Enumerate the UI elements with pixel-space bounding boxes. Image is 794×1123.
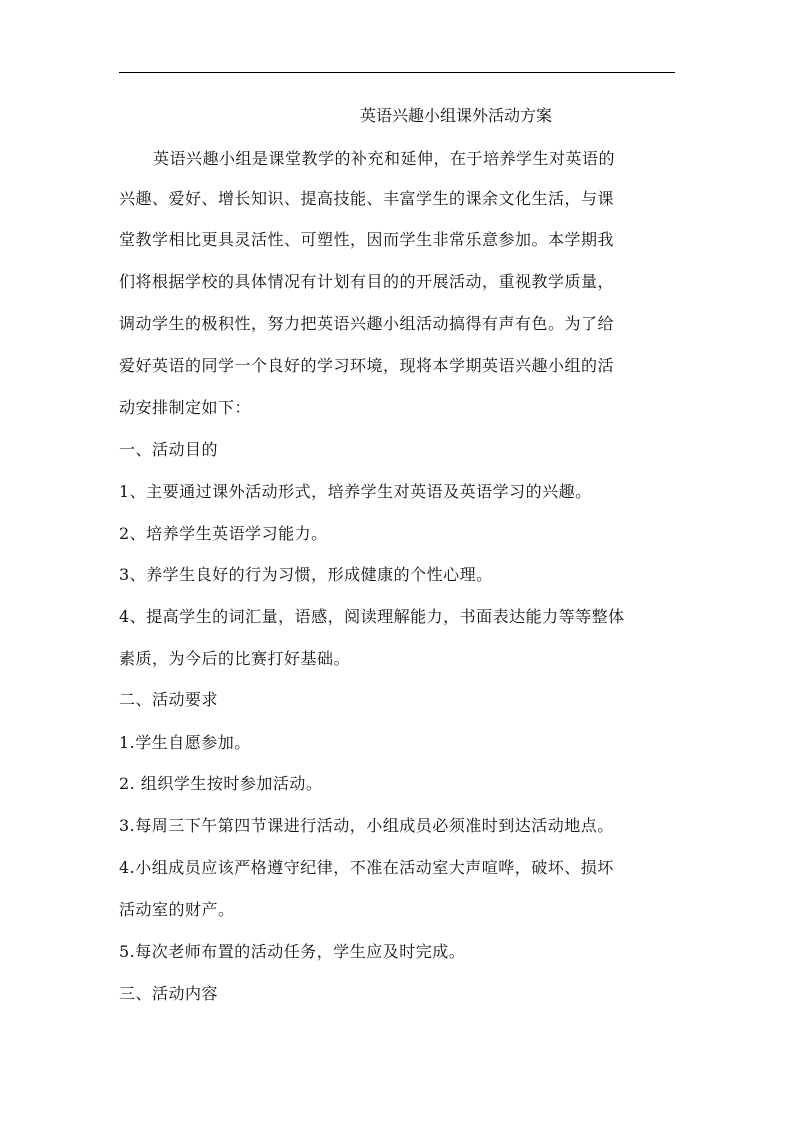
intro-line-5: 调动学生的极积性，努力把英语兴趣小组活动搞得有声有色。为了给 (119, 314, 615, 333)
requirement-item-1: 1.学生自愿参加。 (119, 733, 251, 752)
intro-line-2: 兴趣、爱好、增长知识、提高技能、丰富学生的课余文化生活，与课 (119, 189, 615, 208)
purpose-item-4: 4、提高学生的词汇量，语感，阅读理解能力，书面表达能力等等整体 (119, 607, 625, 626)
purpose-item-1: 1、主要通过课外活动形式，培养学生对英语及英语学习的兴趣。 (119, 482, 592, 501)
intro-line-1: 英语兴趣小组是课堂教学的补充和延伸，在于培养学生对英语的 (153, 149, 616, 168)
purpose-item-3: 3、养学生良好的行为习惯，形成健康的个性心理。 (119, 565, 493, 584)
section-heading-requirements: 二、活动要求 (119, 690, 219, 709)
intro-line-4: 们将根据学校的具体情况有计划有目的的开展活动，重视教学质量， (119, 272, 615, 291)
purpose-item-2: 2、培养学生英语学习能力。 (119, 524, 328, 543)
intro-line-3: 堂教学相比更具灵活性、可塑性，因而学生非常乐意参加。本学期我 (119, 230, 615, 249)
header-rule (119, 72, 675, 73)
section-heading-purpose: 一、活动目的 (119, 440, 219, 459)
document-title: 英语兴趣小组课外活动方案 (360, 106, 553, 125)
requirement-item-4: 4.小组成员应该严格遵守纪律，不准在活动室大声喧哗，破坏、损坏 (119, 858, 614, 877)
requirement-item-4-cont: 活动室的财产。 (119, 900, 235, 919)
section-heading-content: 三、活动内容 (119, 984, 219, 1003)
requirement-item-3: 3.每周三下午第四节课进行活动，小组成员必须准时到达活动地点。 (119, 816, 614, 835)
requirement-item-2: 2. 组织学生按时参加活动。 (119, 774, 323, 793)
intro-line-7: 动安排制定如下： (119, 398, 252, 417)
requirement-item-5: 5.每次老师布置的活动任务，学生应及时完成。 (119, 942, 466, 961)
intro-line-6: 爱好英语的同学一个良好的学习环境，现将本学期英语兴趣小组的活 (119, 356, 615, 375)
purpose-item-4-cont: 素质，为今后的比赛打好基础。 (119, 649, 351, 668)
